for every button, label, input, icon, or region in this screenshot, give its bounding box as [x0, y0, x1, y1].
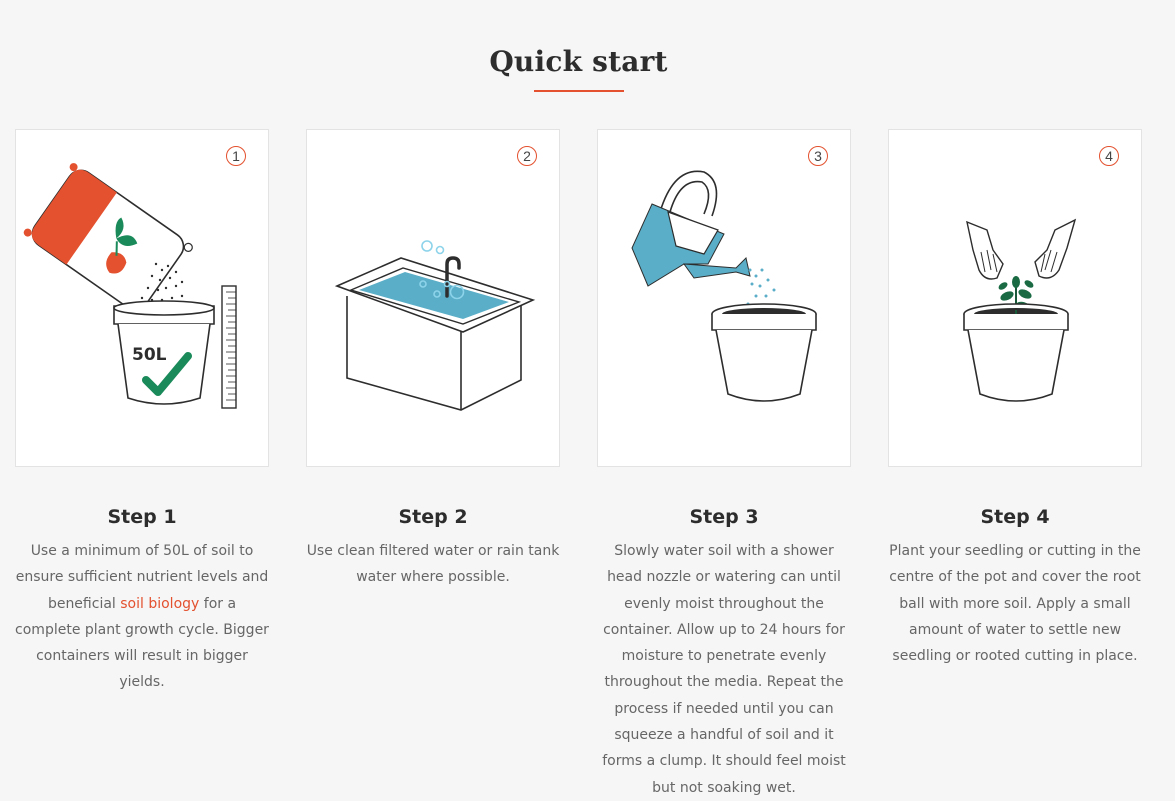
step-1-text-before: Use a minimum of 50L of soil to ensure sufficient nutrient levels and beneficial — [15, 543, 269, 612]
step-4-title: Step 4 — [980, 506, 1050, 528]
step-3-card — [597, 129, 851, 467]
watering-can-icon — [598, 130, 852, 468]
water-tank-icon — [307, 130, 561, 468]
step-1-number-badge: 1 — [226, 146, 246, 166]
hands-planting-seedling-icon — [889, 130, 1143, 468]
step-2-title: Step 2 — [398, 506, 468, 528]
step-1-title: Step 1 — [107, 506, 177, 528]
page-title: Quick start — [489, 44, 668, 78]
step-3-column — [597, 505, 851, 801]
title-divider — [534, 90, 624, 92]
step-2-card — [306, 129, 560, 467]
step-1-card — [15, 129, 269, 467]
step-3-title: Step 3 — [689, 506, 759, 528]
step-3-number-badge: 3 — [808, 146, 828, 166]
step-4-column — [888, 505, 1142, 669]
pot-volume-label: 50L — [132, 345, 167, 365]
step-1-description — [15, 538, 269, 696]
soil-biology-link[interactable]: soil biology — [120, 595, 200, 612]
step-1-text-after: for a complete plant growth cycle. Bigger containers will result in bigger yields. — [15, 595, 269, 691]
step-2-description: Use clean filtered water or rain tank water where possible. — [306, 543, 560, 586]
step-2-column — [306, 505, 560, 591]
step-4-card — [888, 129, 1142, 467]
step-4-description: Plant your seedling or cutting in the centre of the pot and cover the root ball with more soil. Apply a small amount of water to settle new seedling or rooted cutting in place. — [889, 543, 1141, 665]
step-4-number-badge: 4 — [1099, 146, 1119, 166]
step-2-number-badge: 2 — [517, 146, 537, 166]
soil-bag-pouring-into-pot-icon — [16, 130, 270, 468]
step-1-column — [15, 505, 269, 696]
step-3-description: Slowly water soil with a shower head nozzle or watering can until evenly moist throughout the container. Allow up to 24 hours for moisture to penetrate evenly throughout the media. Repeat the process if needed until you can squeeze a handful of soil and it forms a clump. It should feel moist but not soaking wet. — [602, 543, 846, 796]
